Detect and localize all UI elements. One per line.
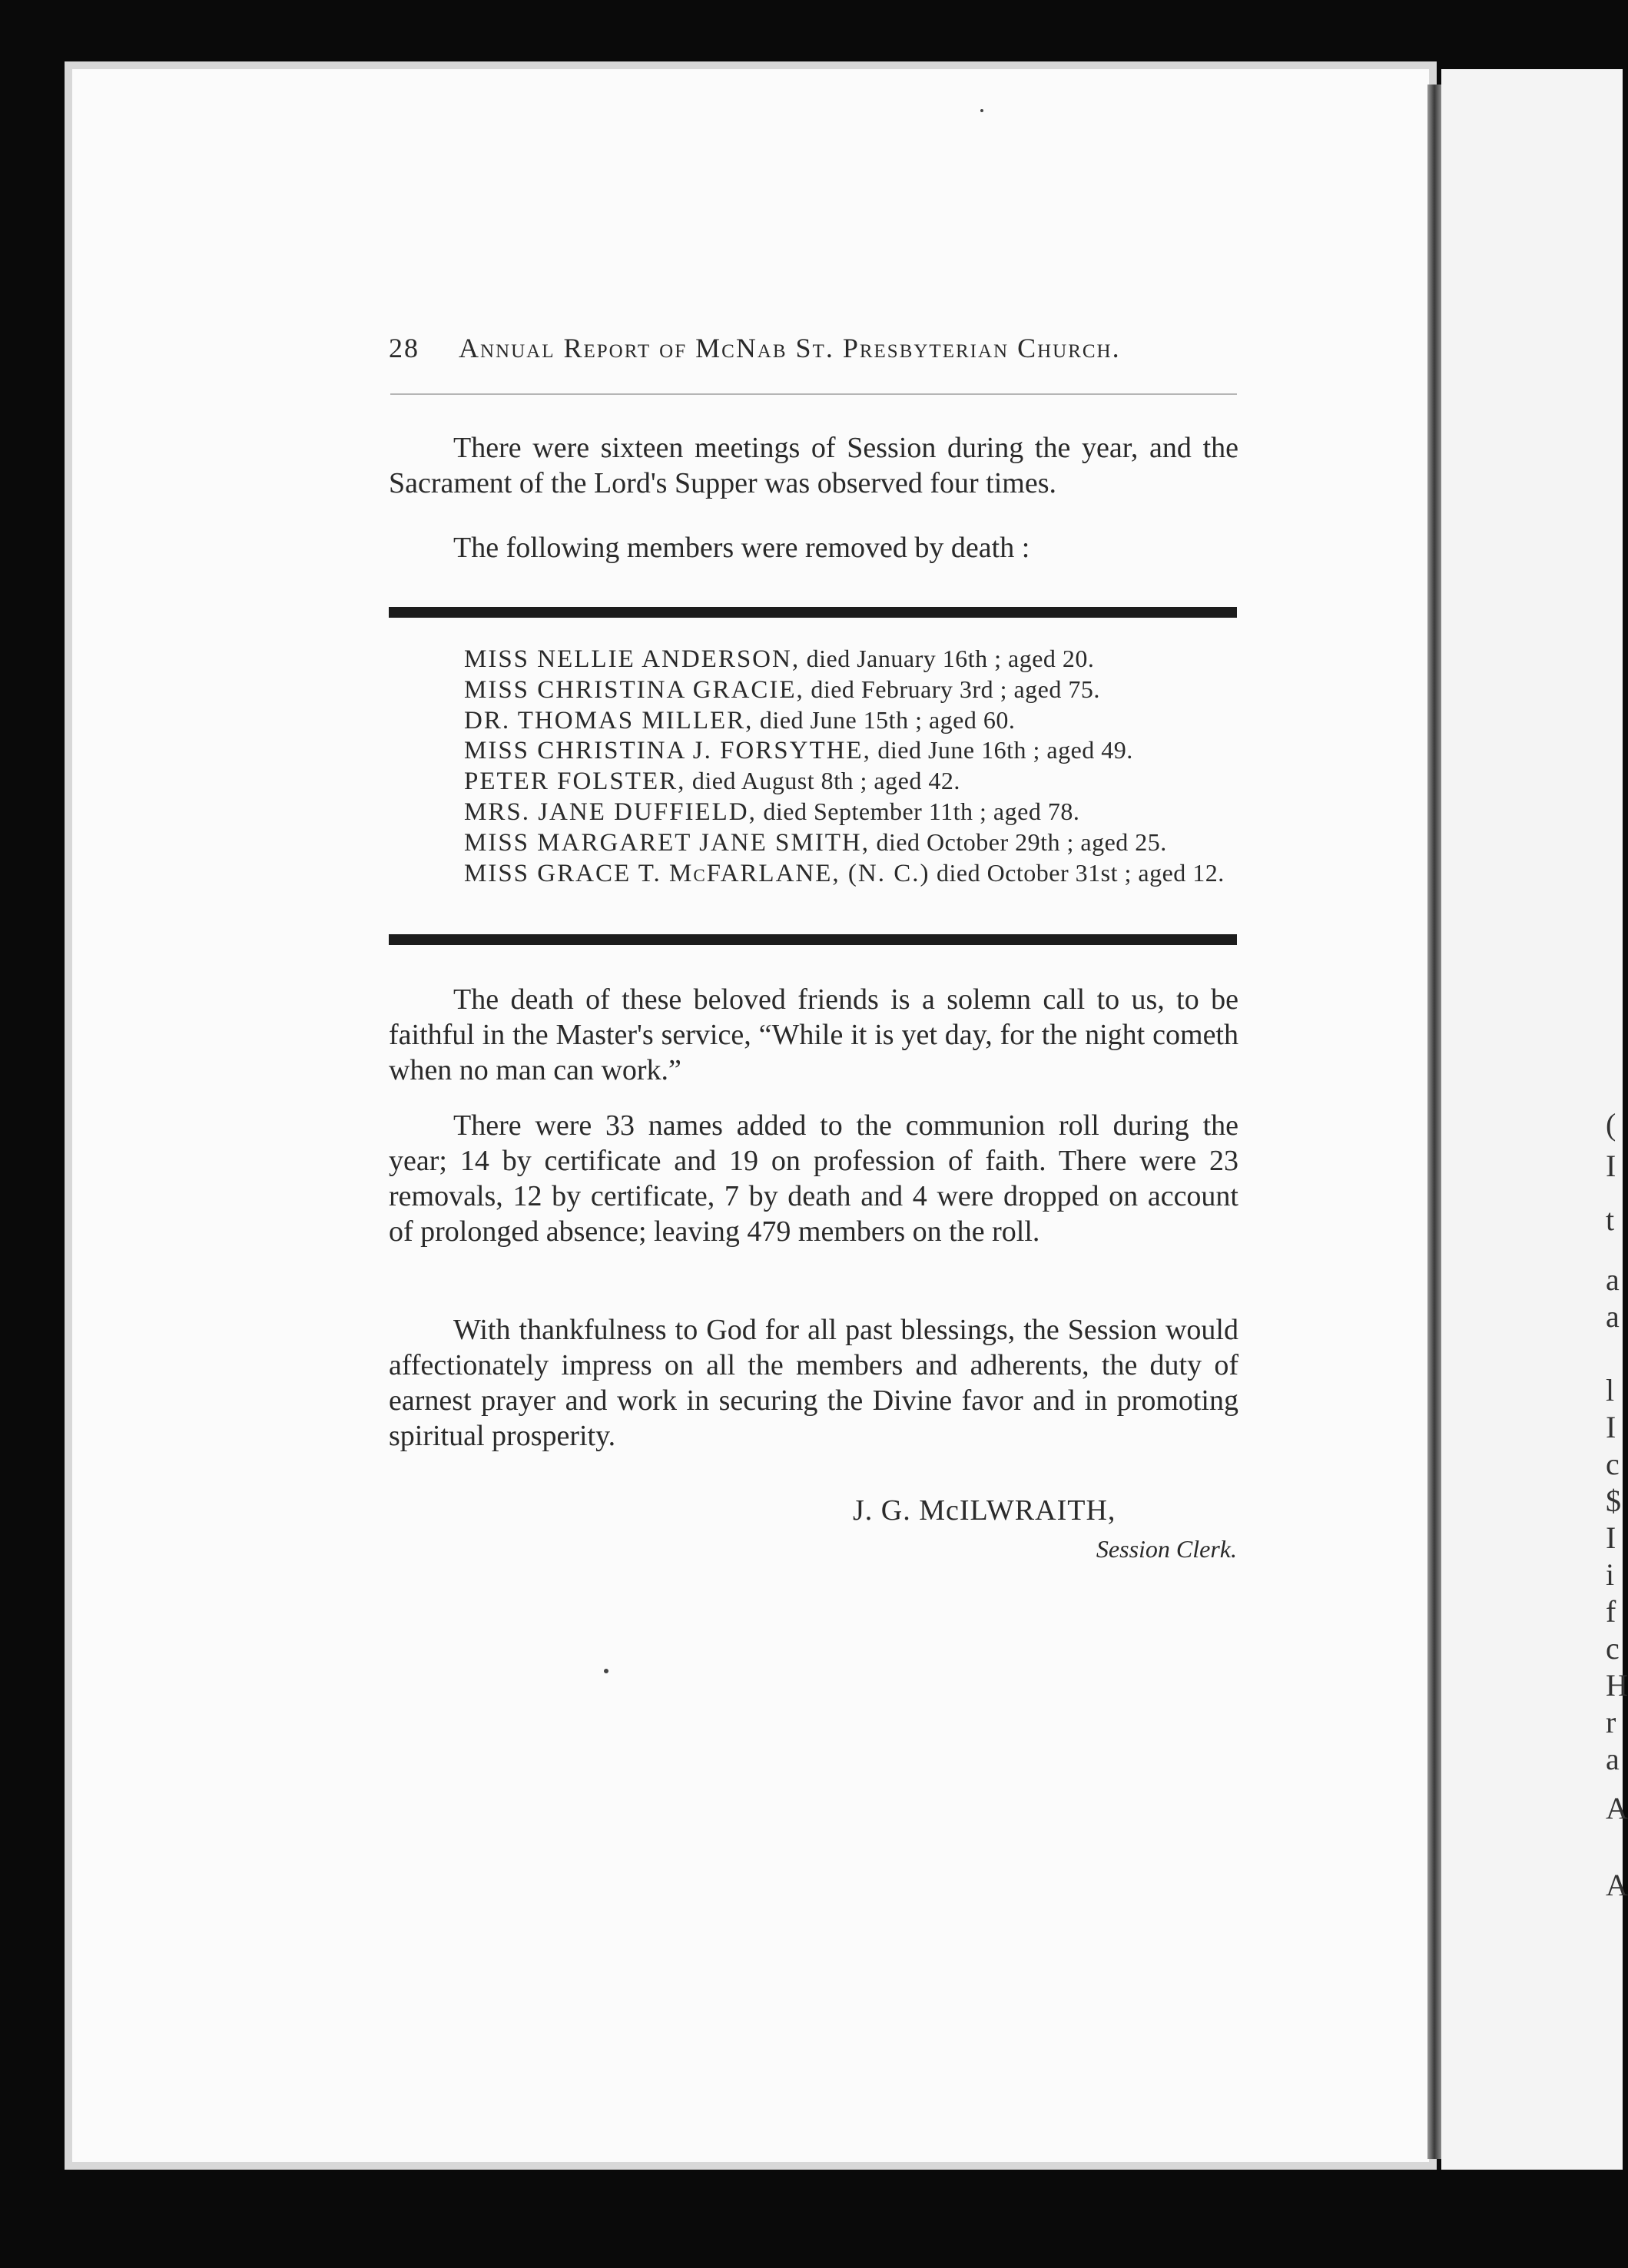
paragraph-session-meetings: There were sixteen meetings of Session during the year, and the Sacrament of the Lord's Supper was observed four times.: [389, 432, 1238, 499]
top-rule: [389, 607, 1237, 618]
death-entry: [464, 827, 1248, 858]
right-page-fragment: A: [1606, 1868, 1628, 1902]
death-detail: died June 15th ; aged 60.: [753, 705, 1016, 734]
death-detail: died February 3rd ; aged 75.: [804, 675, 1100, 703]
paragraph-communion-roll: There were 33 names added to the communion roll during the year; 14 by certificate and 19 on profession of faith. There were 23 removals, 12 by certificate, 7 by death and 4 were dropped on account of prolonged absence; leaving 479 members on the roll.: [389, 1109, 1238, 1248]
right-page-fragment: I: [1606, 1520, 1616, 1555]
paragraph-thankfulness: With thankfulness to God for all past blessings, the Session would affectionately impress on all the members and adherents, the duty of earnest prayer and work in securing the Divine favor and in promoting spiritual prosperity.: [389, 1314, 1238, 1452]
right-page-fragment: a: [1606, 1742, 1620, 1776]
right-page-fragment: I: [1606, 1410, 1616, 1444]
death-entry: [464, 644, 1248, 675]
signature-title: Session Clerk.: [1096, 1535, 1237, 1563]
header-rule: [390, 393, 1237, 395]
death-entry: [464, 735, 1248, 766]
death-name: MISS MARGARET JANE SMITH,: [464, 828, 870, 857]
death-name: DR. THOMAS MILLER,: [464, 706, 754, 734]
death-name: MISS GRACE T. McFARLANE, (N. C.): [464, 859, 930, 887]
right-page-fragment: I: [1606, 1149, 1616, 1183]
death-name: PETER FOLSTER,: [464, 768, 686, 796]
right-page-fragment: t: [1606, 1202, 1615, 1237]
death-entry: [464, 675, 1248, 705]
death-detail: died August 8th ; aged 42.: [685, 767, 960, 795]
death-detail: died October 31st ; aged 12.: [930, 858, 1225, 887]
paragraph-deaths-intro: The following members were removed by death :: [453, 532, 1030, 564]
death-detail: died September 11th ; aged 78.: [756, 797, 1080, 825]
death-entry: [464, 705, 1248, 736]
book-gutter: [1427, 85, 1441, 2159]
death-name: MISS CHRISTINA J. FORSYTHE,: [464, 737, 871, 765]
ink-speck: [980, 109, 983, 112]
right-page-fragment: H: [1606, 1668, 1628, 1703]
ink-speck: [604, 1669, 608, 1673]
right-page-fragment: a: [1606, 1299, 1620, 1334]
right-page-fragment: (: [1606, 1107, 1616, 1142]
right-page-fragment: A: [1606, 1791, 1628, 1825]
right-page-fragment: c: [1606, 1631, 1620, 1666]
death-entry: [464, 766, 1248, 797]
right-page-fragment: a: [1606, 1262, 1620, 1297]
death-entry: [464, 797, 1248, 827]
death-name: MISS NELLIE ANDERSON,: [464, 645, 801, 673]
right-page-fragment: l: [1606, 1373, 1615, 1408]
paragraph-solemn-call: The death of these beloved friends is a solemn call to us, to be faithful in the Master's service, “While it is yet day, for the night cometh when no man can work.”: [389, 983, 1238, 1086]
death-detail: died October 29th ; aged 25.: [869, 827, 1167, 856]
right-page-fragment: c: [1606, 1447, 1620, 1481]
death-entry: [464, 858, 1248, 889]
right-page-fragment: f: [1606, 1594, 1616, 1629]
running-title: Annual Report of McNab St. Presbyterian Church.: [459, 333, 1121, 363]
death-name: MRS. JANE DUFFIELD,: [464, 797, 757, 826]
death-name: MISS CHRISTINA GRACIE,: [464, 675, 804, 704]
right-page-fragment: i: [1606, 1557, 1615, 1592]
death-list: [464, 644, 1248, 888]
signature-name: J. G. McILWRAITH,: [853, 1494, 1116, 1527]
death-detail: died June 16th ; aged 49.: [870, 736, 1133, 764]
bottom-rule: [389, 934, 1237, 945]
death-detail: died January 16th ; aged 20.: [800, 645, 1095, 672]
page-number: 28: [389, 333, 419, 363]
running-header: [389, 332, 1238, 364]
right-page-fragment: $: [1606, 1484, 1621, 1518]
right-page-fragment: r: [1606, 1705, 1616, 1739]
right-page-edge: [1441, 69, 1628, 2170]
